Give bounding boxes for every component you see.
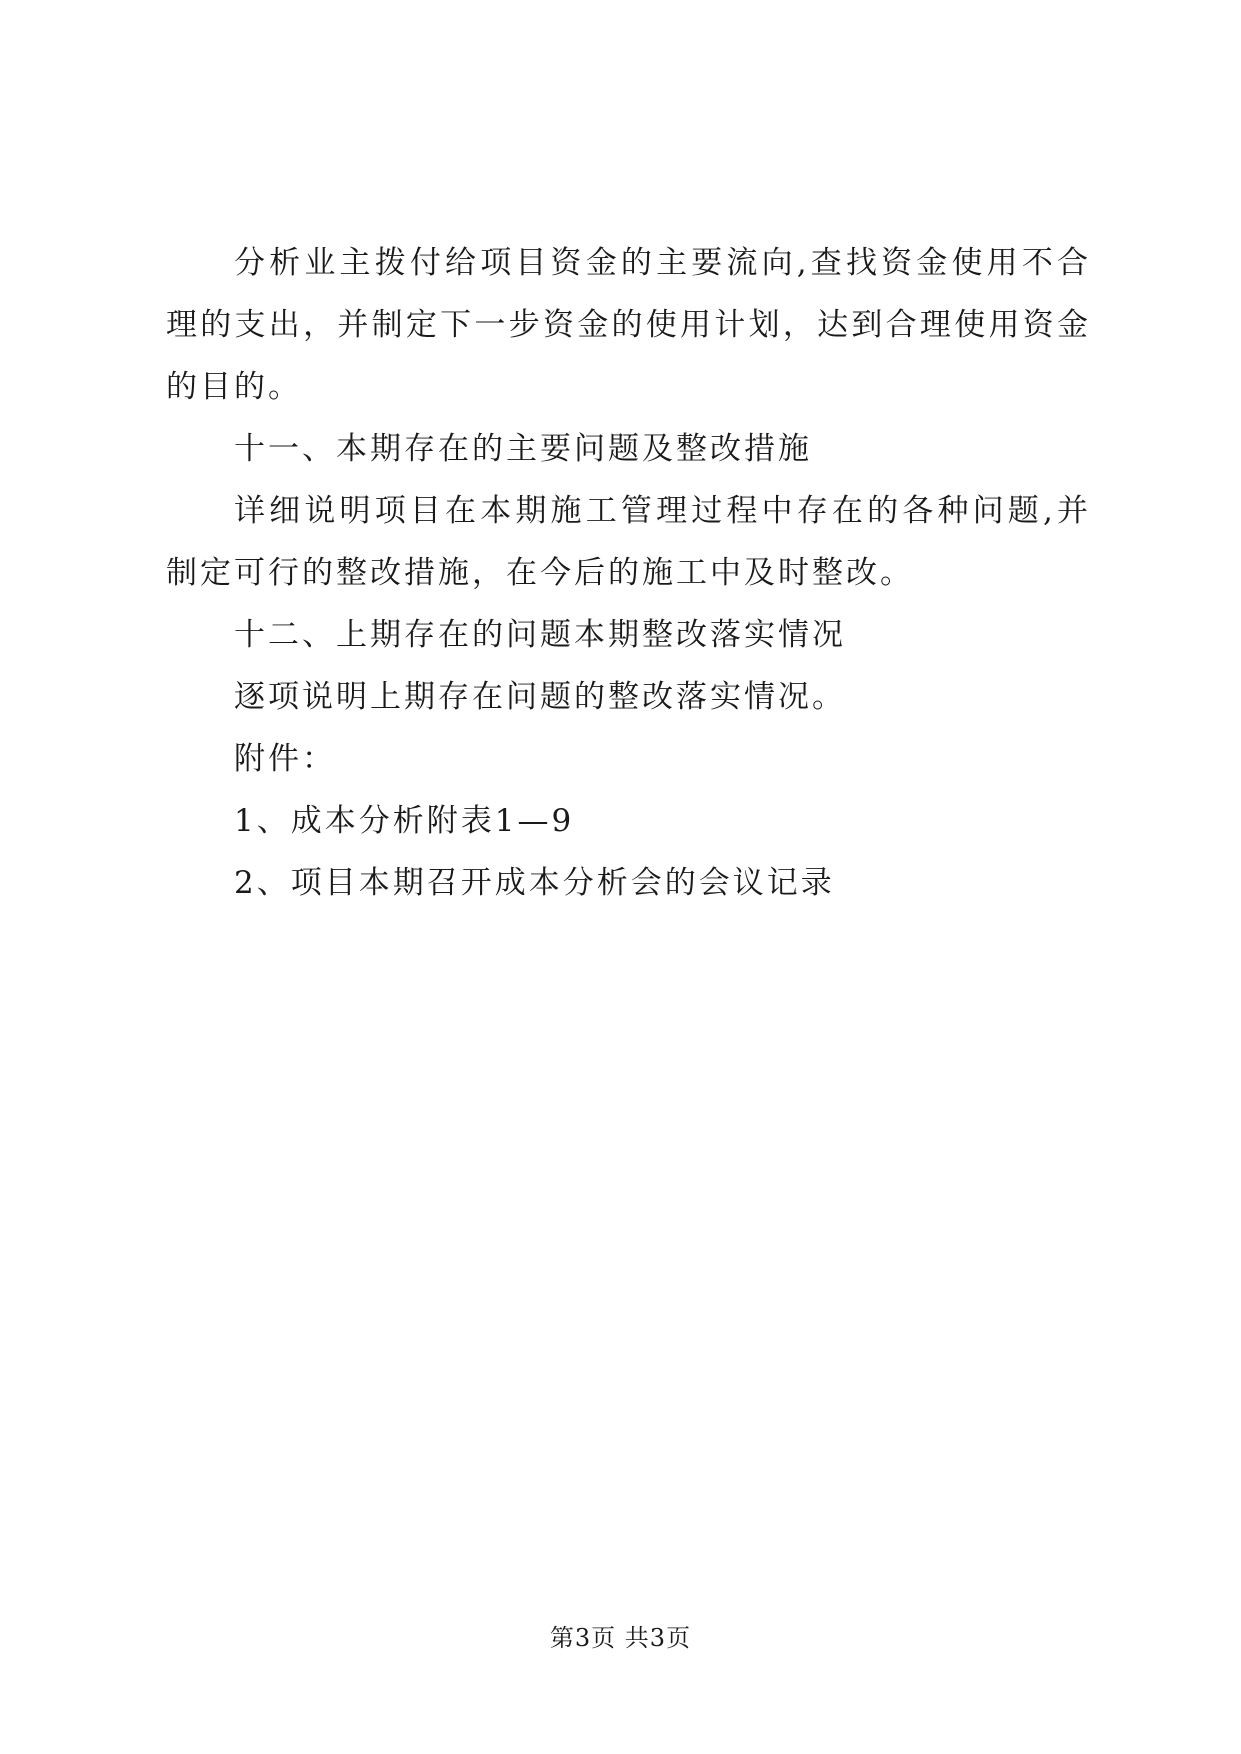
paragraph-fund-flow: 分析业主拨付给项目资金的主要流向,查找资金使用不合理的支出，并制定下一步资金的使用计划，达到合理使用资金的目的。 (166, 245, 1091, 405)
section-heading-eleven: 十一、本期存在的主要问题及整改措施 (234, 431, 812, 467)
attachment-item-1: 1、成本分析附表1—9 (234, 803, 575, 839)
paragraph-rectification: 逐项说明上期存在问题的整改落实情况。 (234, 679, 846, 715)
document-body (166, 232, 1091, 914)
attachment-item-2: 2、项目本期召开成本分析会的会议记录 (234, 865, 835, 901)
section-heading-twelve: 十二、上期存在的问题本期整改落实情况 (234, 617, 846, 653)
attachments-heading: 附件： (234, 741, 336, 777)
page-number-footer: 第3页 共3页 (549, 1624, 692, 1652)
paragraph-problems: 详细说明项目在本期施工管理过程中存在的各种问题,并制定可行的整改措施，在今后的施工中及时整改。 (166, 493, 1091, 591)
